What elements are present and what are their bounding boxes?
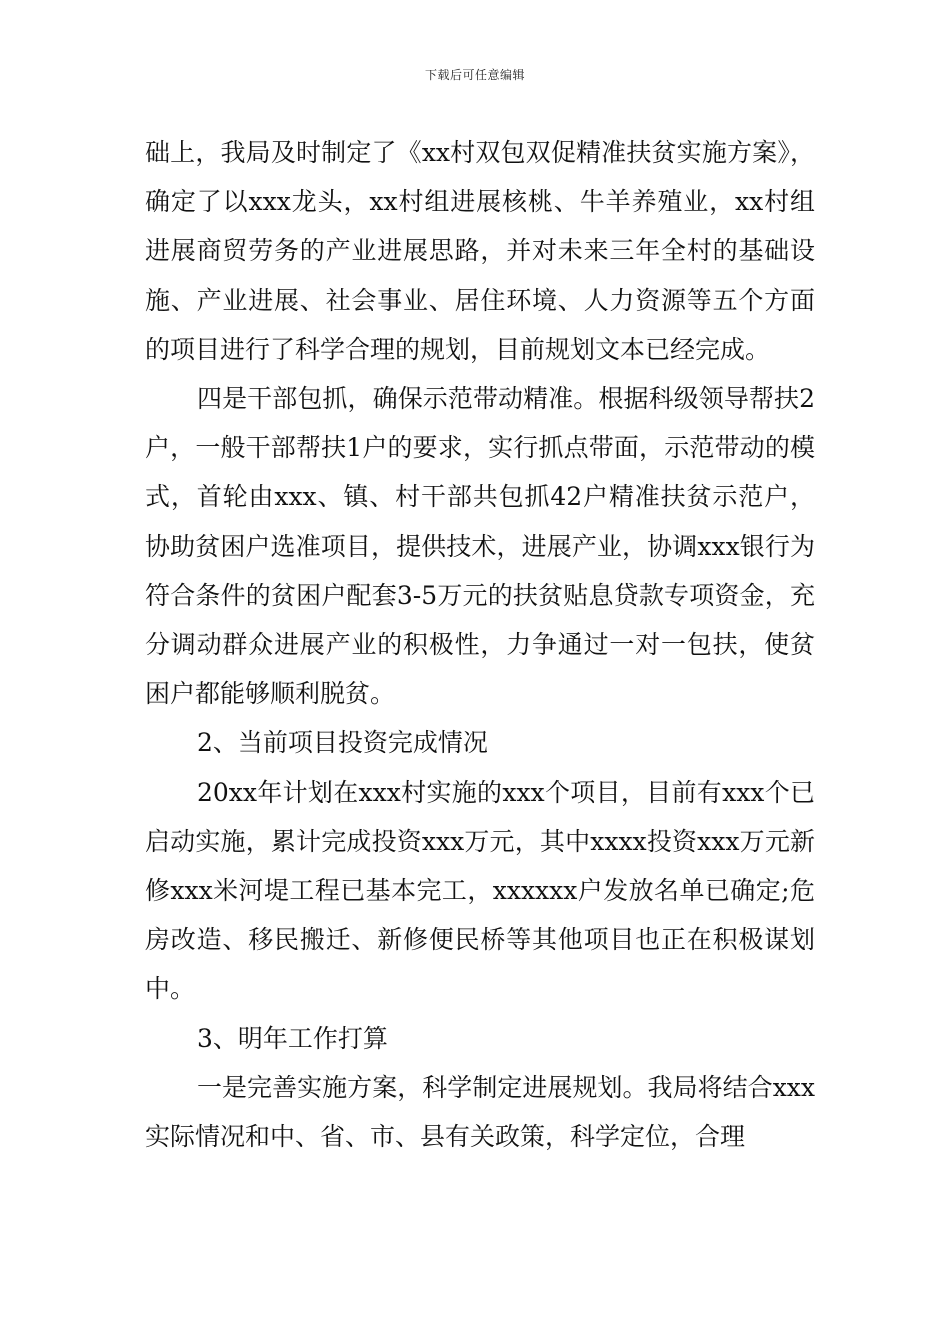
section-heading-3: 3、明年工作打算 [197,1023,388,1053]
paragraph-1: 础上，我局及时制定了《xx村双包双促精准扶贫实施方案》，确定了以xxx龙头，xx村组进展核桃、牛羊养殖业，xx村组进展商贸劳务的产业进展思路，并对未来三年全村的基础设施、产业进展、社会事业、居住环境、人力资源等五个方面的项目进行了科学合理的规划，目前规划文本已经完成。 [145,138,815,364]
document-body [145,128,815,1161]
page-header: 下载后可任意编辑 [424,68,525,82]
paragraph-3: 20xx年计划在xxx村实施的xxx个项目，目前有xxx个已启动实施，累计完成投资xxx万元，其中xxxx投资xxx万元新修xxx米河堤工程已基本完工，xxxxxx户发放名单已确定;危房改造、移民搬迁、新修便民桥等其他项目也正在积极谋划中。 [145,777,815,1004]
paragraph-2: 四是干部包抓，确保示范带动精准。根据科级领导帮扶2户，一般干部帮扶1户的要求，实行抓点带面，示范带动的模式，首轮由xxx、镇、村干部共包抓42户精准扶贫示范户，协助贫困户选准项目，提供技术，进展产业，协调xxx银行为符合条件的贫困户配套3-5万元的扶贫贴息贷款专项资金，充分调动群众进展产业的积极性，力争通过一对一包扶，使贫困户都能够顺利脱贫。 [145,384,815,709]
section-heading-2: 2、当前项目投资完成情况 [197,728,488,758]
paragraph-4: 一是完善实施方案，科学制定进展规划。我局将结合xxx实际情况和中、省、市、县有关政策，科学定位，合理 [145,1072,815,1152]
